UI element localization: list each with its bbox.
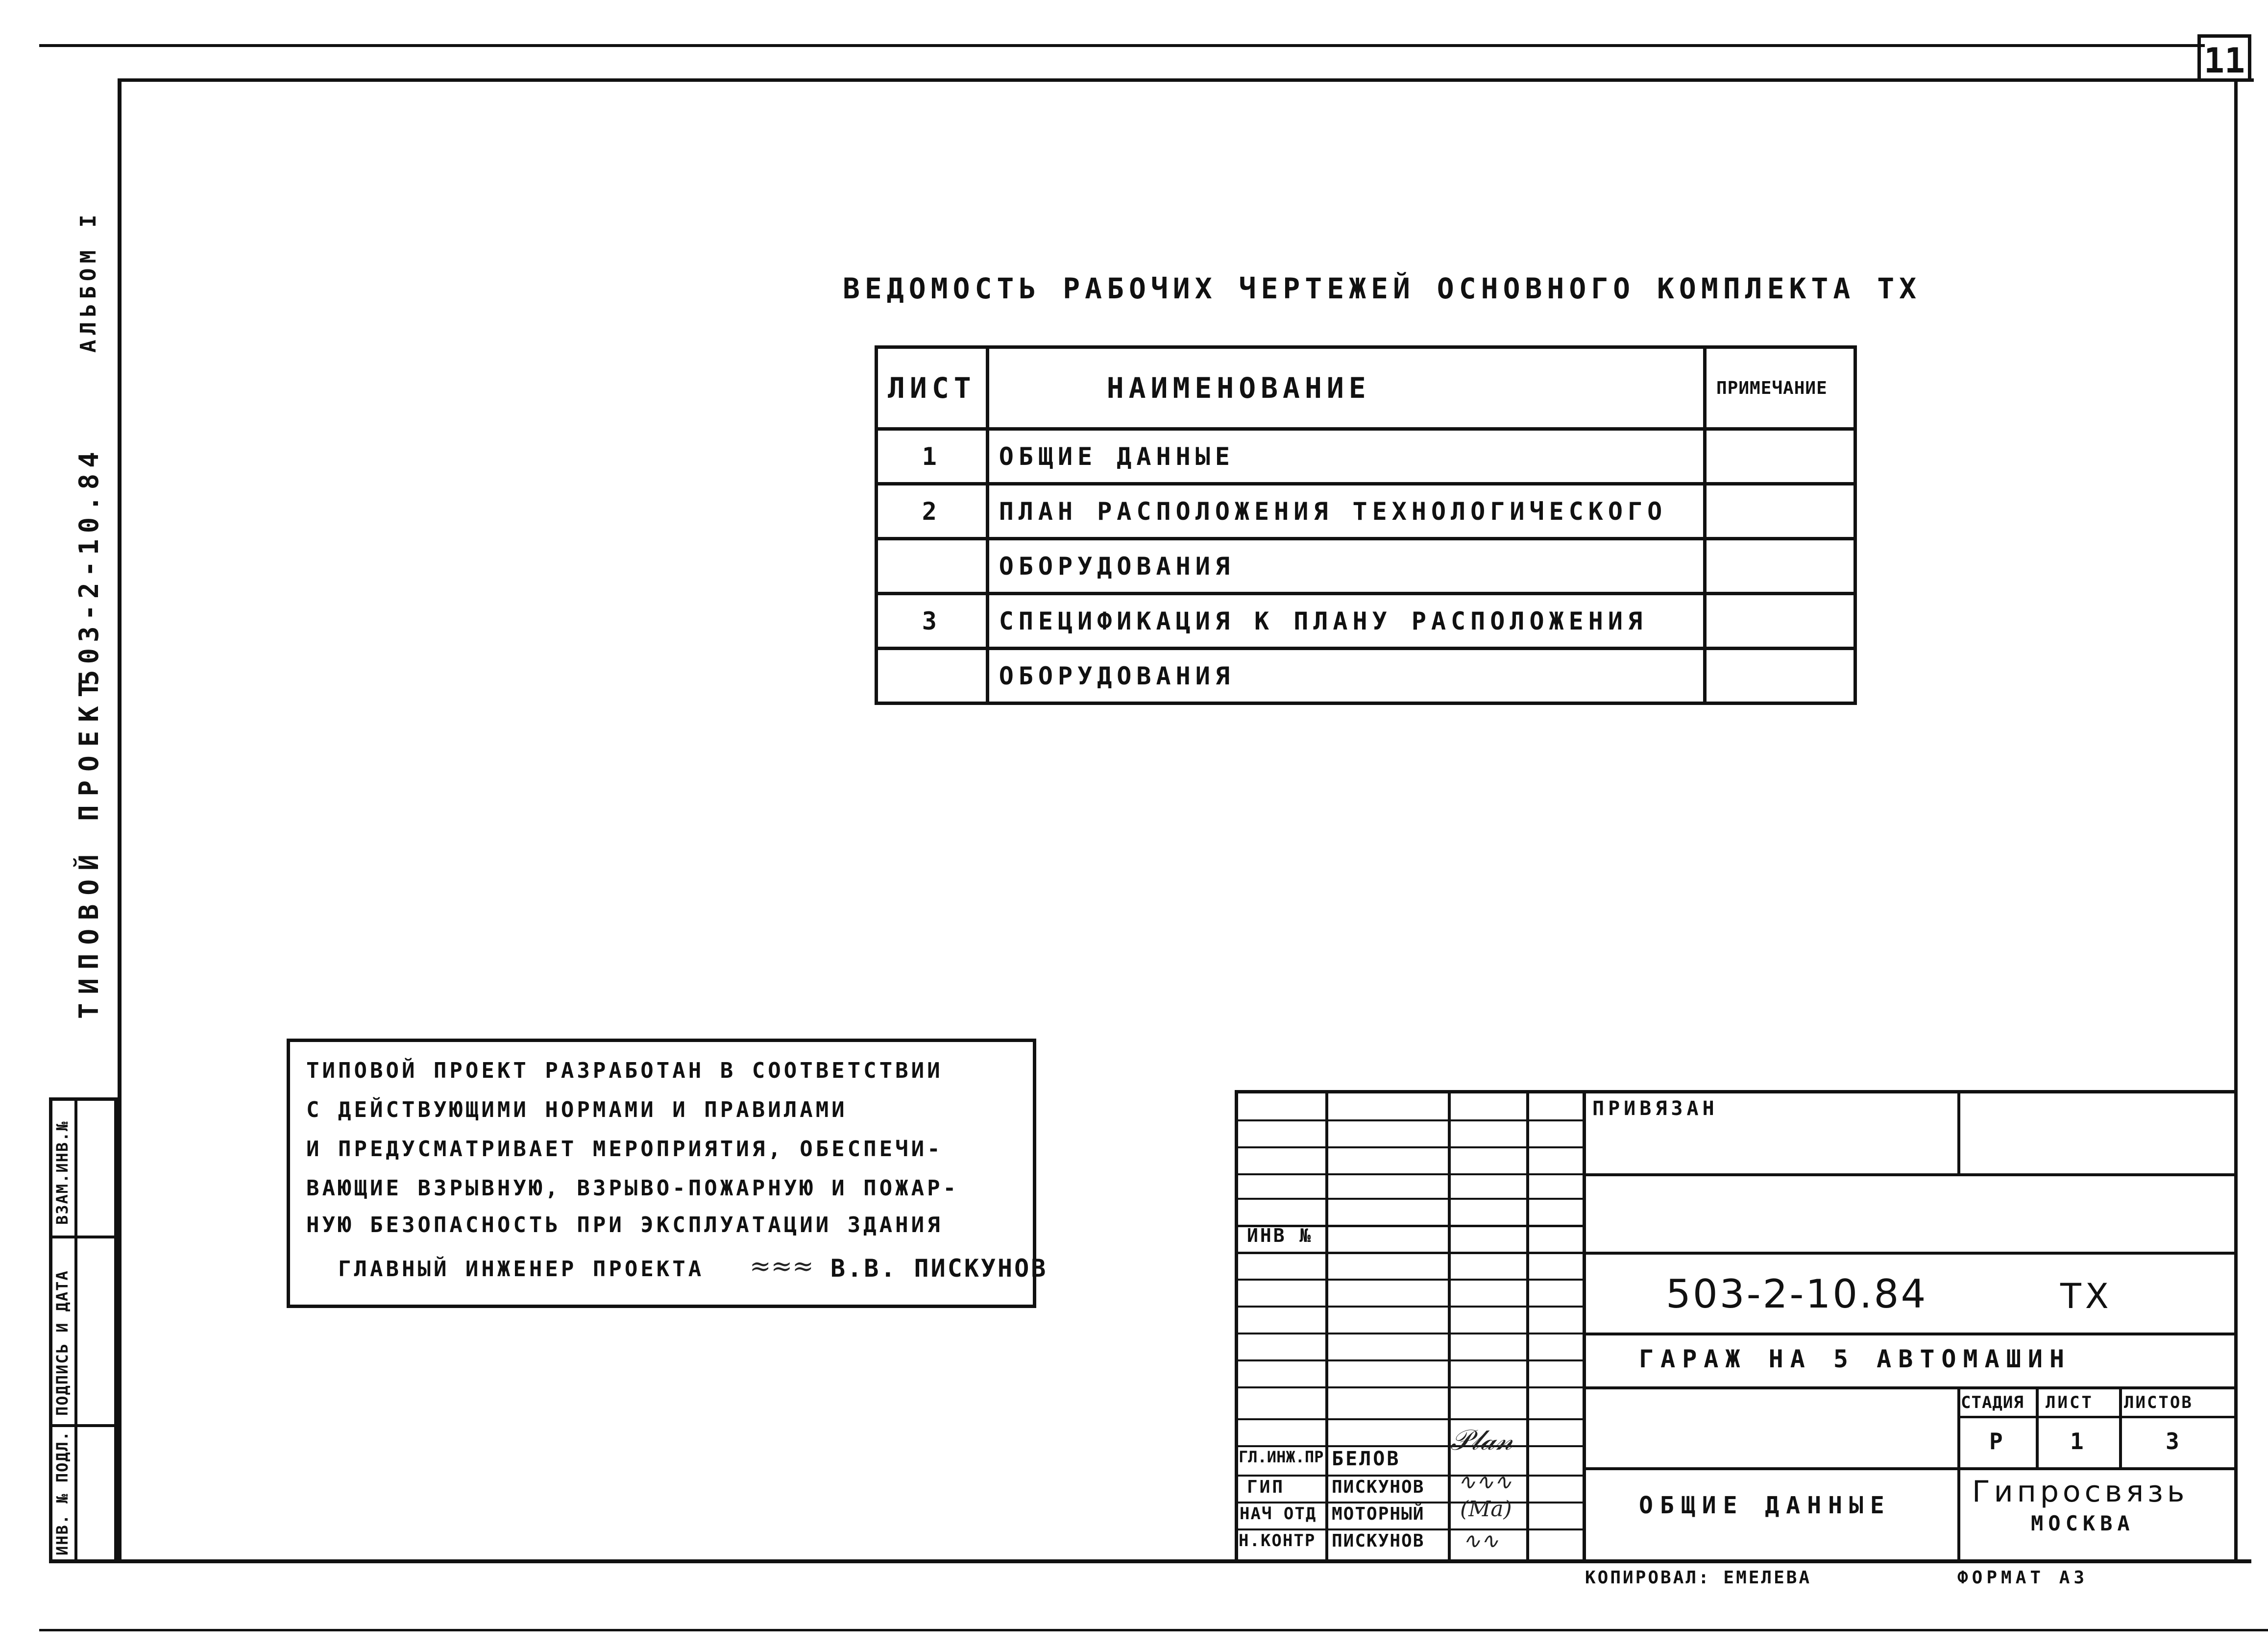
header-name: НАИМЕНОВАНИЕ bbox=[987, 347, 1705, 429]
sheet-number: 11 bbox=[2203, 41, 2245, 81]
table-row bbox=[877, 649, 1855, 703]
chief-engineer-label: ГЛАВНЫЙ ИНЖЕНЕР ПРОЕКТА bbox=[338, 1257, 705, 1282]
stamp-hline bbox=[1235, 1173, 1585, 1175]
stamp-left bbox=[1235, 1090, 1238, 1560]
row-note bbox=[1705, 484, 1855, 539]
stage-header: СТАДИЯ bbox=[1961, 1393, 2024, 1412]
staff-role: Н.КОНТР bbox=[1239, 1531, 1316, 1551]
stamp-hline bbox=[1235, 1445, 1585, 1447]
frame-bottom-outer bbox=[39, 1629, 2268, 1631]
table-row bbox=[877, 539, 1855, 594]
frame-right bbox=[2234, 78, 2238, 1563]
staff-name: ПИСКУНОВ bbox=[1332, 1477, 1425, 1497]
row-note bbox=[1705, 649, 1855, 703]
doc-code: 503-2-10.84 bbox=[1666, 1271, 1928, 1317]
org-name: Гипросвязь bbox=[1972, 1475, 2189, 1509]
binding-strip-sep-2 bbox=[52, 1424, 116, 1427]
signature-motorny: (Ма) bbox=[1460, 1497, 1512, 1522]
stage-box-left bbox=[1957, 1386, 1960, 1560]
staff-role: ГИП bbox=[1247, 1477, 1285, 1497]
stage-value: Р bbox=[1989, 1428, 2008, 1455]
row-name: СПЕЦИФИКАЦИЯ К ПЛАНУ РАСПОЛОЖЕНИЯ bbox=[987, 594, 1705, 649]
sheets-value: 3 bbox=[2166, 1428, 2184, 1455]
compliance-line: С ДЕЙСТВУЮЩИМИ НОРМАМИ И ПРАВИЛАМИ bbox=[306, 1097, 848, 1122]
binding-strip-sep-1 bbox=[52, 1236, 116, 1238]
stamp-hline bbox=[1235, 1502, 1585, 1504]
stamp-vline-3 bbox=[1526, 1090, 1529, 1560]
binding-inv-label: ИНВ. № ПОДЛ. bbox=[53, 1430, 72, 1555]
row-sheet: 1 bbox=[877, 429, 988, 484]
stamp-hline bbox=[1235, 1306, 1585, 1308]
stamp-hline bbox=[1235, 1198, 1585, 1200]
frame-left bbox=[118, 78, 122, 1563]
stamp-hline bbox=[1235, 1146, 1585, 1148]
signature-piskunov: ∿∿∿ bbox=[1458, 1470, 1512, 1495]
row-sheet bbox=[877, 539, 988, 594]
stamp-hline bbox=[1235, 1279, 1585, 1281]
stamp-hline bbox=[1235, 1475, 1585, 1477]
stamp-hline bbox=[1235, 1252, 1585, 1254]
binding-podpis-label: ПОДПИСЬ И ДАТА bbox=[53, 1270, 72, 1416]
sheet-header: ЛИСТ bbox=[2046, 1393, 2094, 1412]
row-sheet bbox=[877, 649, 988, 703]
album-label: АЛЬБОМ I bbox=[76, 210, 101, 353]
staff-name: МОТОРНЫЙ bbox=[1332, 1504, 1425, 1524]
compliance-line: И ПРЕДУСМАТРИВАЕТ МЕРОПРИЯТИЯ, ОБЕСПЕЧИ- bbox=[306, 1137, 943, 1162]
table-row bbox=[877, 484, 1855, 539]
privyazan-label: ПРИВЯЗАН bbox=[1592, 1097, 1718, 1120]
chief-engineer-signature: ≈≈≈ bbox=[750, 1252, 814, 1281]
stamp-vline-4 bbox=[1583, 1090, 1586, 1560]
sheet-list-header-row bbox=[877, 347, 1855, 429]
stamp-top bbox=[1235, 1090, 2237, 1093]
row-note bbox=[1705, 539, 1855, 594]
frame-top bbox=[118, 78, 2254, 82]
stamp-hline bbox=[1235, 1528, 1585, 1530]
sheet-value: 1 bbox=[2070, 1428, 2089, 1455]
header-note: ПРИМЕЧАНИЕ bbox=[1705, 347, 1855, 429]
signature-piskunov-2: ∿∿ bbox=[1463, 1528, 1499, 1553]
object-name: ГАРАЖ НА 5 АВТОМАШИН bbox=[1639, 1345, 2072, 1373]
row-name: ПЛАН РАСПОЛОЖЕНИЯ ТЕХНОЛОГИЧЕСКОГО bbox=[987, 484, 1705, 539]
stamp-right-h3 bbox=[1583, 1333, 2237, 1335]
sheet-list-table bbox=[875, 345, 1857, 705]
stamp-right-h2 bbox=[1583, 1252, 2237, 1255]
frame-bottom bbox=[49, 1559, 2251, 1563]
staff-role: НАЧ ОТД bbox=[1240, 1504, 1317, 1524]
stamp-vline-2 bbox=[1448, 1090, 1451, 1560]
sheets-header: ЛИСТОВ bbox=[2124, 1393, 2193, 1412]
project-code-label: 503-2-10.84 bbox=[73, 446, 104, 686]
stage-box-v2 bbox=[2119, 1386, 2122, 1470]
org-city: МОСКВА bbox=[2031, 1511, 2135, 1535]
stage-box-v1 bbox=[2036, 1386, 2039, 1470]
stamp-right-h5 bbox=[1583, 1467, 2237, 1470]
inv-label: ИНВ № bbox=[1247, 1225, 1313, 1246]
stamp-vline-1 bbox=[1325, 1090, 1328, 1560]
row-sheet: 3 bbox=[877, 594, 988, 649]
staff-name: ПИСКУНОВ bbox=[1332, 1531, 1425, 1551]
binding-strip-divider bbox=[74, 1101, 77, 1561]
staff-role: ГЛ.ИНЖ.ПР bbox=[1239, 1448, 1324, 1466]
row-note bbox=[1705, 594, 1855, 649]
row-name: ОБЩИЕ ДАННЫЕ bbox=[987, 429, 1705, 484]
stamp-right-h1 bbox=[1583, 1173, 2237, 1176]
project-label: ТИПОВОЙ ПРОЕКТ bbox=[73, 672, 104, 1019]
table-row bbox=[877, 594, 1855, 649]
copied-by: КОПИРОВАЛ: ЕМЕЛЕВА bbox=[1585, 1568, 1812, 1588]
compliance-line: ВАЮЩИЕ ВЗРЫВНУЮ, ВЗРЫВО-ПОЖАРНУЮ И ПОЖАР- bbox=[306, 1176, 959, 1201]
stamp-hline bbox=[1235, 1359, 1585, 1361]
chief-engineer-name: В.В. ПИСКУНОВ bbox=[830, 1254, 1048, 1283]
compliance-line: НУЮ БЕЗОПАСНОСТЬ ПРИ ЭКСПЛУАТАЦИИ ЗДАНИЯ bbox=[306, 1212, 943, 1237]
sheet-number-box bbox=[2197, 34, 2251, 81]
stamp-hline bbox=[1235, 1418, 1585, 1420]
stage-box-h bbox=[1957, 1416, 2237, 1418]
doc-mark: ТХ bbox=[2060, 1276, 2113, 1316]
compliance-line: ТИПОВОЙ ПРОЕКТ РАЗРАБОТАН В СООТВЕТСТВИИ bbox=[306, 1058, 943, 1083]
row-note bbox=[1705, 429, 1855, 484]
staff-name: БЕЛОВ bbox=[1332, 1448, 1401, 1470]
table-row bbox=[877, 429, 1855, 484]
binding-vzam-label: ВЗАМ.ИНВ.№ bbox=[53, 1120, 72, 1225]
row-name: ОБОРУДОВАНИЯ bbox=[987, 649, 1705, 703]
stamp-right-h4 bbox=[1583, 1386, 2237, 1389]
header-sheet: ЛИСТ bbox=[877, 347, 988, 429]
stamp-hline bbox=[1235, 1119, 1585, 1121]
stamp-hline bbox=[1235, 1333, 1585, 1334]
sheet-title: ОБЩИЕ ДАННЫЕ bbox=[1639, 1492, 1891, 1519]
frame-top-outer bbox=[39, 44, 2205, 47]
row-sheet: 2 bbox=[877, 484, 988, 539]
sheet-list-title: ВЕДОМОСТЬ РАБОЧИХ ЧЕРТЕЖЕЙ ОСНОВНОГО КОМПЛЕКТА ТХ bbox=[843, 272, 1922, 305]
stamp-hline bbox=[1235, 1386, 1585, 1388]
row-name: ОБОРУДОВАНИЯ bbox=[987, 539, 1705, 594]
stamp-privyazan-div bbox=[1957, 1090, 1960, 1176]
paper-format: ФОРМАТ А3 bbox=[1957, 1568, 2089, 1588]
signature-belov: 𝒫𝓁𝒶𝓃 bbox=[1450, 1423, 1513, 1456]
